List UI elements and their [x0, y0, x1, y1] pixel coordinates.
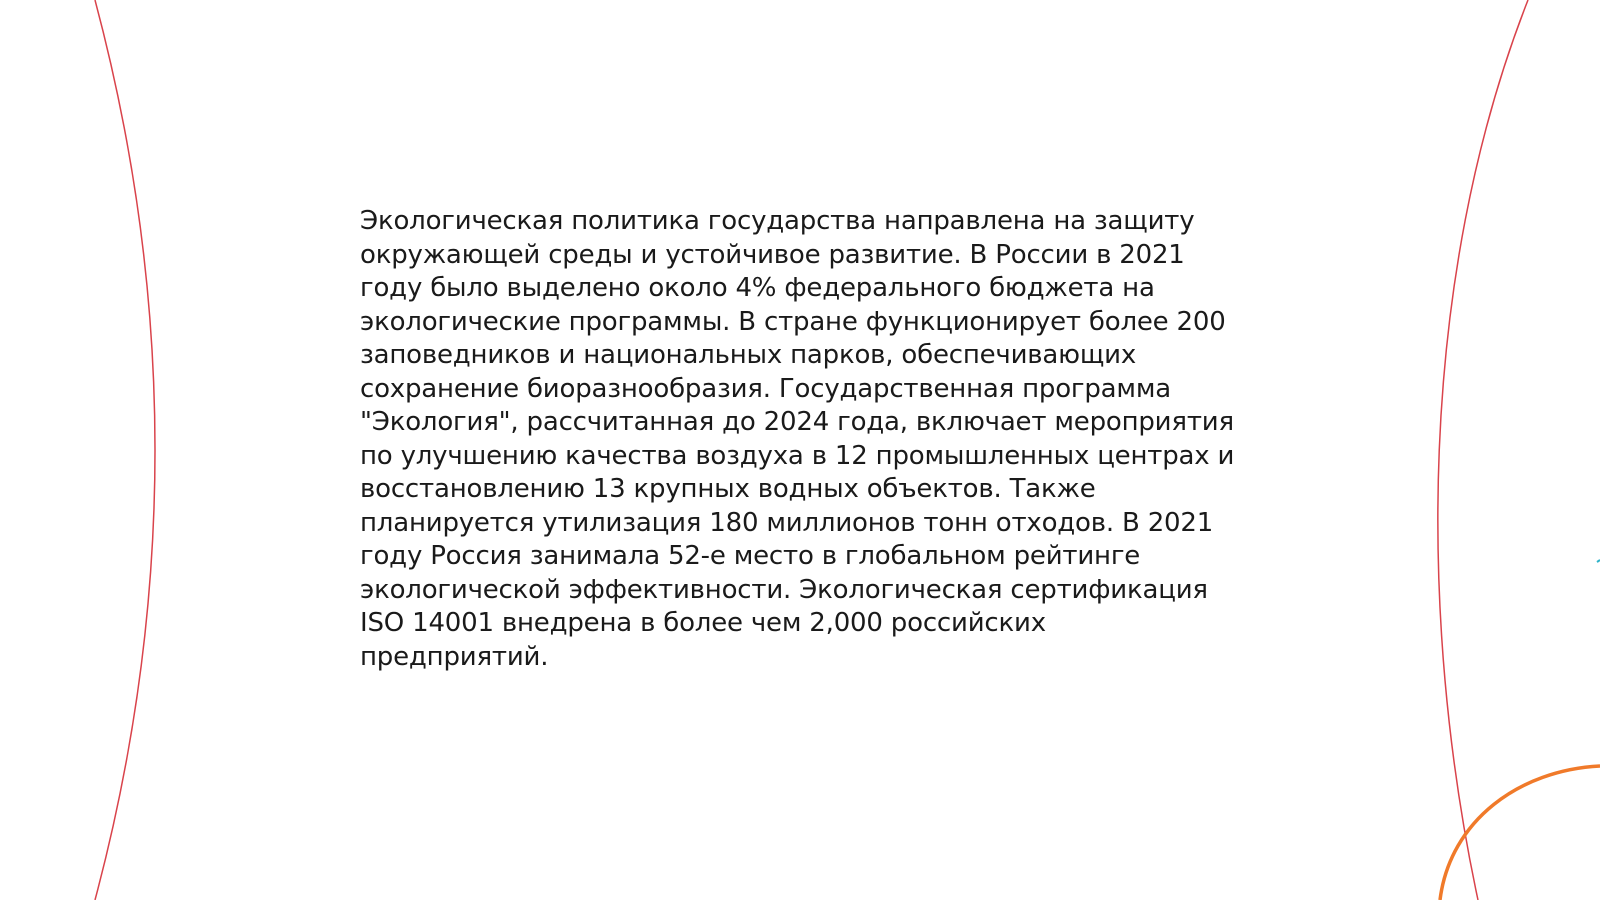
right-curve-line: [1438, 0, 1528, 900]
accent-arc: [1440, 766, 1600, 900]
left-curve-line: [95, 0, 155, 900]
body-paragraph: Экологическая политика государства направлена на защиту окружающей среды и устойчивое развитие. В России в 2021 году было выделено около 4% федерального бюджета на экологические программы. В стране функционирует более 200 заповедников и национальных парков, обеспечивающих сохранение биоразнообразия. Государственная программа "Экология", рассчитанная до 2024 года, включает мероприятия по улучшению качества воздуха в 12 промышленных центрах и восстановлению 13 крупных водных объектов. Также планируется утилизация 180 миллионов тонн отходов. В 2021 году Россия занимала 52-е место в глобальном рейтинге экологической эффективности. Экологическая сертификация ISO 14001 внедрена в более чем 2,000 российских предприятий.: [360, 206, 1235, 672]
